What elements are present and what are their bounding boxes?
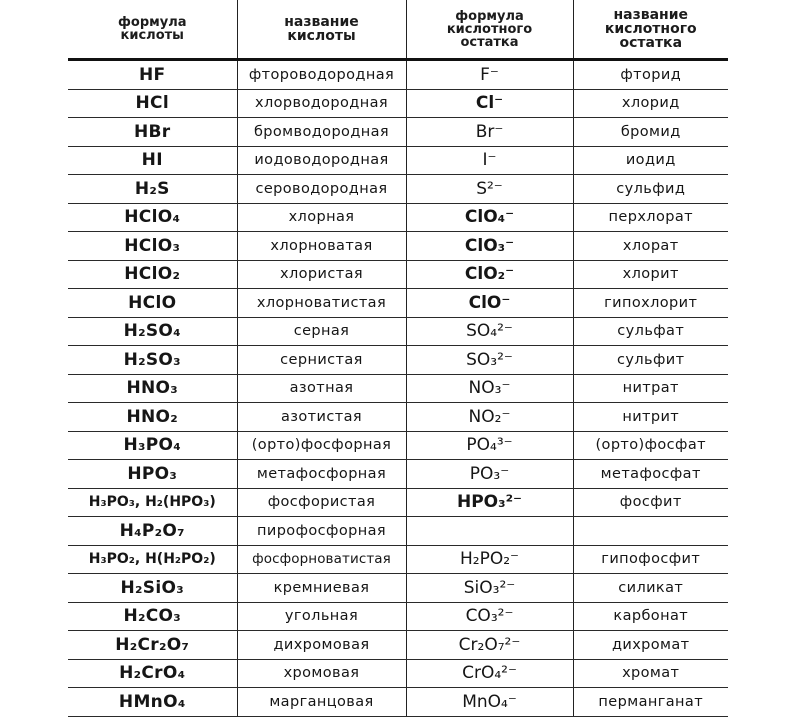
header-acid-name: название кислоты <box>237 0 406 60</box>
residue-name: карбонат <box>573 602 728 631</box>
residue-name: бромид <box>573 118 728 147</box>
acid-formula: HNO₃ <box>68 374 237 403</box>
acid-name: сероводородная <box>237 175 406 204</box>
table-row <box>68 146 728 175</box>
residue-formula: Cl⁻ <box>406 89 573 118</box>
residue-formula: ClO₄⁻ <box>406 203 573 232</box>
acid-name: азотистая <box>237 403 406 432</box>
table-row <box>68 431 728 460</box>
residue-name: сульфит <box>573 346 728 375</box>
acid-name: хлористая <box>237 260 406 289</box>
acid-name: хлорводородная <box>237 89 406 118</box>
acid-formula: H₂SiO₃ <box>68 574 237 603</box>
residue-formula: H₂PO₂⁻ <box>406 545 573 574</box>
acid-formula: H₄P₂O₇ <box>68 517 237 546</box>
acid-name: хлорноватистая <box>237 289 406 318</box>
residue-name: перхлорат <box>573 203 728 232</box>
table-row <box>68 545 728 574</box>
table-row <box>68 175 728 204</box>
table-row <box>68 602 728 631</box>
acid-formula: H₂CrO₄ <box>68 659 237 688</box>
acid-name: (орто)фосфорная <box>237 431 406 460</box>
acid-name: серная <box>237 317 406 346</box>
header-residue-name: название кислотного остатка <box>573 0 728 60</box>
acid-name: марганцовая <box>237 688 406 717</box>
residue-name: нитрат <box>573 374 728 403</box>
acid-name: сернистая <box>237 346 406 375</box>
acid-formula: HClO₂ <box>68 260 237 289</box>
residue-formula: CO₃²⁻ <box>406 602 573 631</box>
acid-name: угольная <box>237 602 406 631</box>
residue-name: сульфат <box>573 317 728 346</box>
acid-formula: HCl <box>68 89 237 118</box>
acid-formula: H₃PO₃, H₂(HPO₃) <box>68 488 237 517</box>
acid-formula: HI <box>68 146 237 175</box>
acid-formula: HPO₃ <box>68 460 237 489</box>
residue-name: дихромат <box>573 631 728 660</box>
residue-name: хромат <box>573 659 728 688</box>
table-row <box>68 488 728 517</box>
table-row <box>68 232 728 261</box>
header-acid-formula: формула кислоты <box>117 15 187 43</box>
residue-formula: SO₃²⁻ <box>406 346 573 375</box>
residue-formula: NO₃⁻ <box>406 374 573 403</box>
acid-name: фосфористая <box>237 488 406 517</box>
residue-formula: MnO₄⁻ <box>406 688 573 717</box>
residue-formula: ClO₂⁻ <box>406 260 573 289</box>
residue-formula: NO₂⁻ <box>406 403 573 432</box>
acid-formula: H₂SO₄ <box>68 317 237 346</box>
table-row <box>68 403 728 432</box>
residue-name: сульфид <box>573 175 728 204</box>
acid-formula: HClO₄ <box>68 203 237 232</box>
residue-name: хлорат <box>573 232 728 261</box>
acids-table <box>68 0 728 717</box>
residue-name: метафосфат <box>573 460 728 489</box>
table-row <box>68 60 728 90</box>
acid-name: фтороводородная <box>237 60 406 90</box>
residue-formula: S²⁻ <box>406 175 573 204</box>
residue-formula: SO₄²⁻ <box>406 317 573 346</box>
acid-formula: HNO₂ <box>68 403 237 432</box>
residue-formula: F⁻ <box>406 60 573 90</box>
table-row <box>68 517 728 546</box>
acid-name: азотная <box>237 374 406 403</box>
acid-formula: H₂S <box>68 175 237 204</box>
residue-name: хлорит <box>573 260 728 289</box>
residue-name: иодид <box>573 146 728 175</box>
residue-name: (орто)фосфат <box>573 431 728 460</box>
table-row <box>68 260 728 289</box>
acid-name: хлорноватая <box>237 232 406 261</box>
acid-formula: HBr <box>68 118 237 147</box>
residue-formula: PO₄³⁻ <box>406 431 573 460</box>
table-row <box>68 89 728 118</box>
residue-formula: CrO₄²⁻ <box>406 659 573 688</box>
residue-name: гипофосфит <box>573 545 728 574</box>
acid-name: пирофосфорная <box>237 517 406 546</box>
table-body <box>68 60 728 717</box>
acid-name: дихромовая <box>237 631 406 660</box>
acid-formula: HClO <box>68 289 237 318</box>
residue-formula: HPO₃²⁻ <box>406 488 573 517</box>
acid-name: метафосфорная <box>237 460 406 489</box>
residue-name: хлорид <box>573 89 728 118</box>
acid-name: иодоводородная <box>237 146 406 175</box>
residue-formula: ClO₃⁻ <box>406 232 573 261</box>
acid-name: бромводородная <box>237 118 406 147</box>
table-row <box>68 203 728 232</box>
residue-formula: ClO⁻ <box>406 289 573 318</box>
table-row <box>68 346 728 375</box>
acid-formula: HClO₃ <box>68 232 237 261</box>
acid-formula: H₃PO₄ <box>68 431 237 460</box>
table-row <box>68 659 728 688</box>
table-row <box>68 574 728 603</box>
acid-formula: HMnO₄ <box>68 688 237 717</box>
acid-formula: H₃PO₂, H(H₂PO₂) <box>68 545 237 574</box>
residue-name: гипохлорит <box>573 289 728 318</box>
residue-formula: I⁻ <box>406 146 573 175</box>
table-row <box>68 317 728 346</box>
acid-formula: H₂Cr₂O₇ <box>68 631 237 660</box>
residue-formula: PO₃⁻ <box>406 460 573 489</box>
residue-name: силикат <box>573 574 728 603</box>
residue-name <box>573 517 728 546</box>
residue-name: фосфит <box>573 488 728 517</box>
table-row <box>68 460 728 489</box>
acid-name: хромовая <box>237 659 406 688</box>
residue-formula: SiO₃²⁻ <box>406 574 573 603</box>
residue-name: нитрит <box>573 403 728 432</box>
table-row <box>68 688 728 717</box>
residue-formula <box>406 517 573 546</box>
residue-name: фторид <box>573 60 728 90</box>
table-header <box>68 0 728 60</box>
header-residue-formula: формула кислотного остатка <box>406 0 573 60</box>
acid-name: хлорная <box>237 203 406 232</box>
residue-name: перманганат <box>573 688 728 717</box>
table-row <box>68 631 728 660</box>
acid-formula: H₂SO₃ <box>68 346 237 375</box>
acid-formula: H₂CO₃ <box>68 602 237 631</box>
residue-formula: Br⁻ <box>406 118 573 147</box>
acid-formula: HF <box>68 60 237 90</box>
table-row <box>68 118 728 147</box>
table-row <box>68 289 728 318</box>
acid-name: кремниевая <box>237 574 406 603</box>
header-row <box>68 0 728 60</box>
table-row <box>68 374 728 403</box>
residue-formula: Cr₂O₇²⁻ <box>406 631 573 660</box>
acid-name: фосфорноватистая <box>237 545 406 574</box>
